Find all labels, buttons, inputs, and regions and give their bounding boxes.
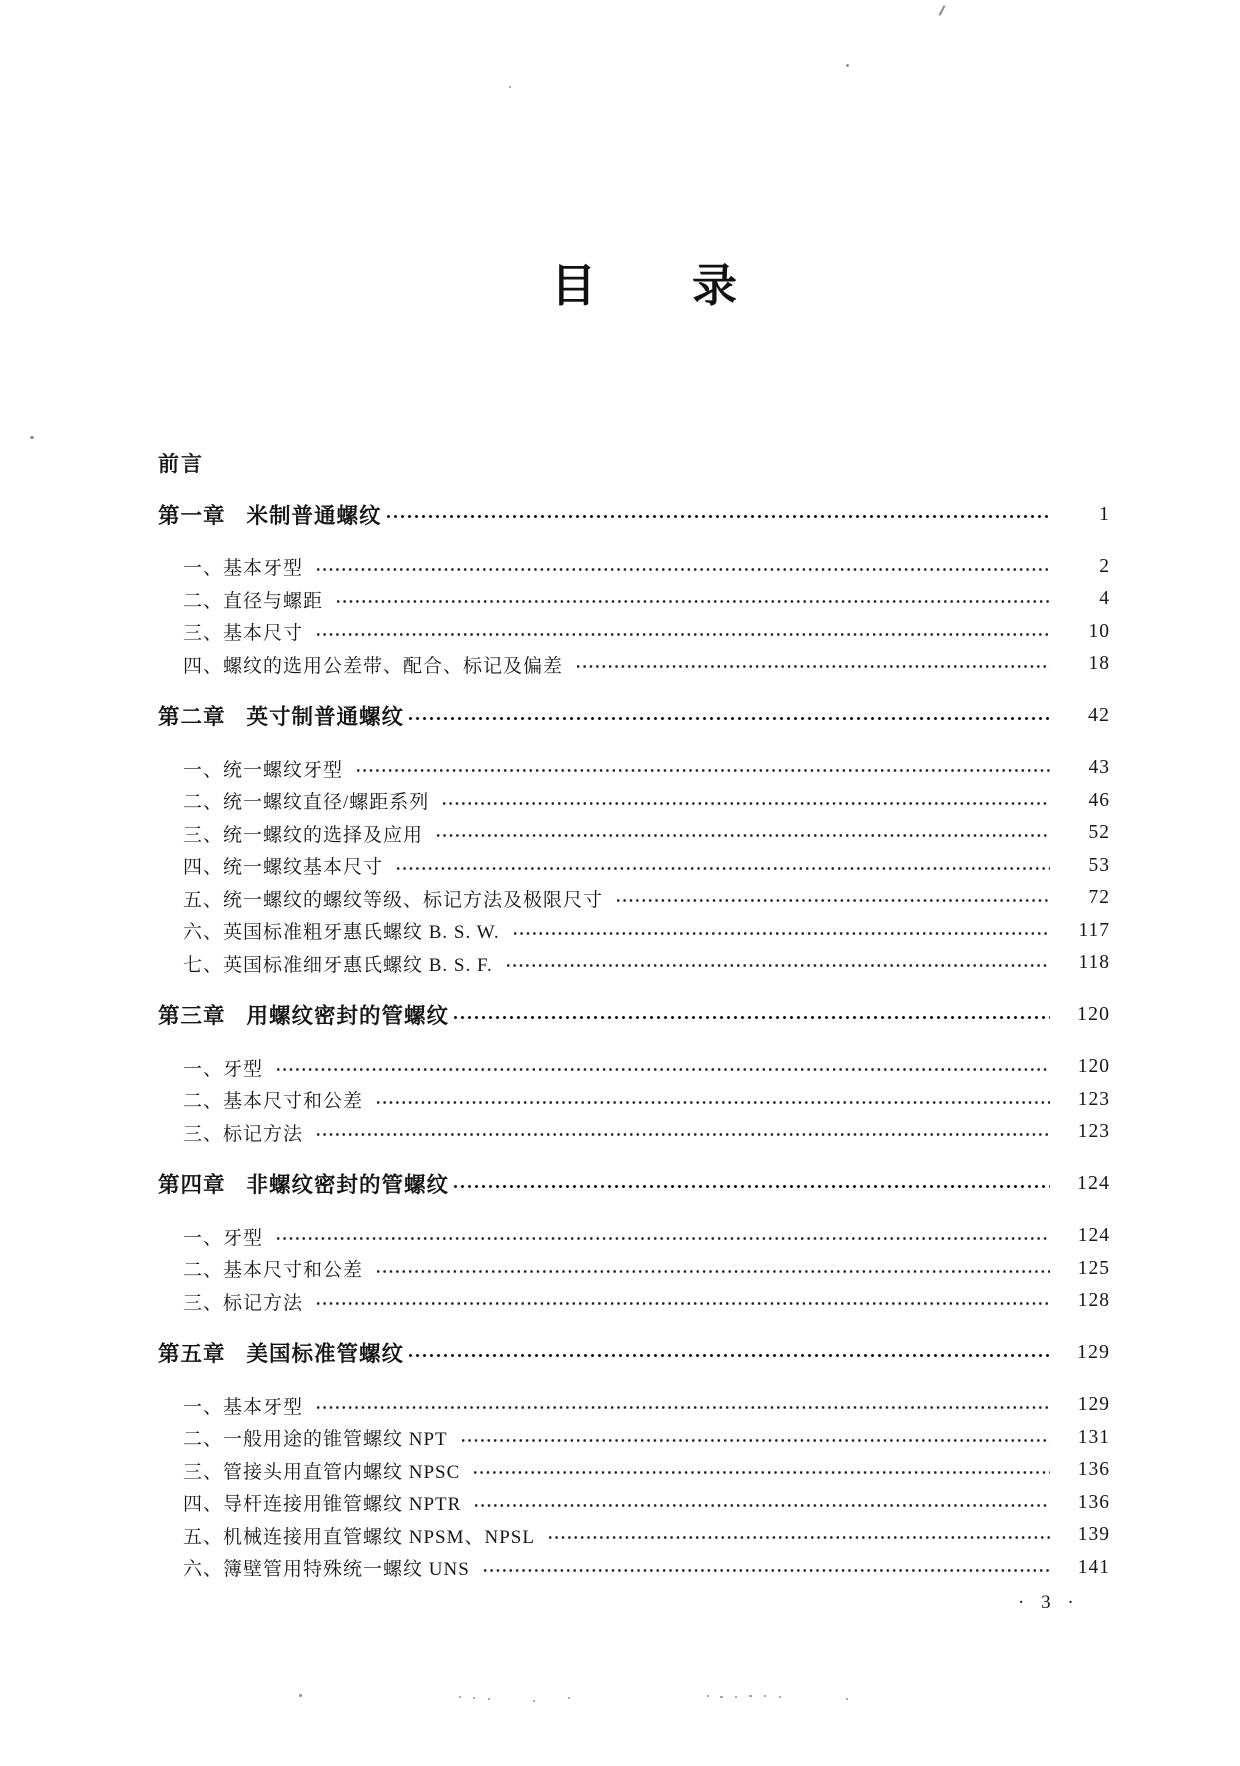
chapter-number: 第二章 — [158, 705, 226, 730]
entry-page-number: 125 — [1077, 1257, 1110, 1279]
dot-leader — [375, 1268, 1050, 1275]
entry-page-number: 52 — [1088, 822, 1110, 844]
entry-title: 米制普通螺纹 — [246, 503, 382, 528]
dot-leader — [395, 865, 1050, 872]
toc-entry — [158, 947, 1110, 980]
scan-speck — [779, 1696, 781, 1698]
toc-entry — [158, 915, 1110, 948]
dot-leader — [547, 1534, 1050, 1541]
toc-entry — [158, 1220, 1110, 1253]
chapter-number: 第三章 — [158, 1004, 226, 1029]
entry-title: 一、基本牙型 — [183, 558, 304, 580]
toc-entry — [158, 1051, 1110, 1084]
entry-page-number: 72 — [1088, 887, 1110, 909]
dot-leader — [315, 566, 1050, 573]
entry-title: 非螺纹密封的管螺纹 — [246, 1173, 450, 1198]
entry-page-number: 136 — [1077, 1491, 1110, 1513]
dot-leader — [505, 962, 1050, 969]
toc-entry — [158, 785, 1110, 818]
entry-page-number: 129 — [1077, 1341, 1110, 1364]
scan-speck — [939, 5, 946, 16]
dot-leader — [452, 1014, 1050, 1021]
chapter-number: 第四章 — [158, 1173, 226, 1198]
entry-title: 二、基本尺寸和公差 — [183, 1260, 364, 1282]
dot-leader — [441, 800, 1050, 807]
dot-leader — [452, 1183, 1050, 1190]
entry-page-number: 131 — [1077, 1426, 1110, 1448]
dot-leader — [355, 767, 1050, 774]
entry-title: 三、标记方法 — [183, 1123, 304, 1145]
dot-leader — [407, 1352, 1050, 1359]
entry-page-number: 46 — [1088, 789, 1110, 811]
entry-page-number: 118 — [1078, 952, 1110, 974]
toc-entry — [158, 1487, 1110, 1520]
toc-entry — [158, 551, 1110, 584]
dot-leader — [512, 930, 1050, 937]
entry-title: 四、螺纹的选用公差带、配合、标记及偏差 — [183, 655, 564, 677]
entry-title: 二、统一螺纹直径/螺距系列 — [183, 792, 430, 814]
scan-speck — [533, 1700, 535, 1702]
entry-title: 一、基本牙型 — [183, 1396, 304, 1418]
entry-title: 二、直径与螺距 — [183, 590, 324, 612]
entry-page-number: 124 — [1077, 1225, 1110, 1247]
toc-entry — [158, 1116, 1110, 1149]
entry-title: 三、管接头用直管内螺纹 NPSC — [183, 1461, 461, 1483]
entry-page-number: 123 — [1077, 1088, 1110, 1110]
entry-page-number: 129 — [1077, 1394, 1110, 1416]
entry-title: 五、机械连接用直管螺纹 NPSM、NPSL — [183, 1526, 535, 1548]
scan-speck — [473, 1697, 475, 1699]
toc-entry — [158, 999, 1110, 1032]
dot-leader — [385, 513, 1050, 520]
toc-entry — [158, 1253, 1110, 1286]
dot-leader — [315, 1300, 1050, 1307]
entry-title: 用螺纹密封的管螺纹 — [246, 1004, 450, 1029]
entry-page-number: 124 — [1077, 1172, 1110, 1195]
entry-page-number: 2 — [1099, 555, 1110, 577]
toc-entry — [158, 616, 1110, 649]
toc-entry — [158, 700, 1110, 733]
entry-title: 六、英国标准粗牙惠氏螺纹 B. S. W. — [183, 922, 500, 944]
table-of-contents — [158, 446, 1110, 1584]
dot-leader — [460, 1437, 1050, 1444]
dot-leader — [275, 1066, 1050, 1073]
scan-speck — [707, 1695, 709, 1697]
scan-speck — [459, 1696, 461, 1698]
scan-speck — [846, 64, 849, 67]
entry-page-number: 10 — [1088, 620, 1110, 642]
entry-title: 二、一般用途的锥管螺纹 NPT — [183, 1429, 448, 1451]
scan-speck — [720, 1696, 723, 1698]
toc-entry — [158, 882, 1110, 915]
toc-entry — [158, 850, 1110, 883]
entry-page-number: 43 — [1088, 757, 1110, 779]
entry-page-number: 53 — [1088, 854, 1110, 876]
dot-leader — [407, 715, 1050, 722]
toc-entry — [158, 583, 1110, 616]
entry-page-number: 120 — [1077, 1003, 1110, 1026]
toc-entry — [158, 1552, 1110, 1585]
entry-page-number: 139 — [1077, 1524, 1110, 1546]
entry-title: 一、统一螺纹牙型 — [183, 759, 344, 781]
toc-entry — [158, 648, 1110, 681]
entry-title: 四、导杆连接用锥管螺纹 NPTR — [183, 1494, 462, 1516]
toc-entry — [158, 752, 1110, 785]
dot-leader — [435, 832, 1050, 839]
entry-page-number: 123 — [1077, 1121, 1110, 1143]
chapter-number: 第一章 — [158, 503, 226, 528]
toc-entry — [158, 1337, 1110, 1370]
preface-entry: 前言 — [158, 451, 204, 476]
entry-title: 一、牙型 — [183, 1058, 264, 1080]
entry-title: 三、标记方法 — [183, 1292, 304, 1314]
dot-leader — [575, 663, 1050, 670]
page-title: 目录 — [551, 261, 834, 311]
scan-speck — [846, 1698, 848, 1700]
entry-title: 一、牙型 — [183, 1227, 264, 1249]
chapter-number: 第五章 — [158, 1342, 226, 1367]
entry-title: 七、英国标准细牙惠氏螺纹 B. S. F. — [183, 954, 493, 976]
entry-page-number: 117 — [1078, 919, 1110, 941]
scan-speck — [299, 1694, 302, 1697]
entry-title: 英寸制普通螺纹 — [246, 705, 405, 730]
scan-speck — [568, 1697, 570, 1699]
scan-speck — [749, 1695, 752, 1697]
entry-title: 二、基本尺寸和公差 — [183, 1091, 364, 1113]
scan-speck — [488, 1698, 490, 1700]
dot-leader — [375, 1099, 1050, 1106]
entry-page-number: 42 — [1088, 704, 1110, 727]
entry-title: 六、簿壁管用特殊统一螺纹 UNS — [183, 1559, 470, 1581]
dot-leader — [315, 1131, 1050, 1138]
entry-page-number: 141 — [1077, 1556, 1110, 1578]
toc-entry — [158, 1285, 1110, 1318]
entry-page-number: 128 — [1077, 1290, 1110, 1312]
toc-entry — [158, 1389, 1110, 1422]
entry-title: 三、统一螺纹的选择及应用 — [183, 824, 424, 846]
scan-speck — [735, 1696, 737, 1698]
toc-entry-list — [158, 498, 1110, 1584]
entry-title: 四、统一螺纹基本尺寸 — [183, 857, 384, 879]
dot-leader — [315, 1404, 1050, 1411]
entry-page-number: 120 — [1077, 1056, 1110, 1078]
dot-leader — [482, 1567, 1050, 1574]
dot-leader — [335, 598, 1050, 605]
dot-leader — [315, 631, 1050, 638]
dot-leader — [615, 897, 1050, 904]
entry-page-number: 4 — [1099, 588, 1110, 610]
dot-leader — [473, 1502, 1050, 1509]
toc-entry — [158, 1084, 1110, 1117]
toc-entry — [158, 1422, 1110, 1455]
entry-title: 美国标准管螺纹 — [246, 1342, 405, 1367]
scan-speck — [509, 86, 511, 88]
toc-entry — [158, 498, 1110, 531]
toc-entry — [158, 1519, 1110, 1552]
scan-speck — [764, 1695, 766, 1697]
dot-leader — [472, 1469, 1050, 1476]
entry-title: 三、基本尺寸 — [183, 623, 304, 645]
toc-entry — [158, 817, 1110, 850]
dot-leader — [275, 1235, 1050, 1242]
toc-entry — [158, 1454, 1110, 1487]
entry-page-number: 18 — [1088, 653, 1110, 675]
entry-page-number: 1 — [1099, 502, 1110, 525]
entry-page-number: 136 — [1077, 1459, 1110, 1481]
toc-entry — [158, 1168, 1110, 1201]
scan-speck — [30, 436, 34, 439]
entry-title: 五、统一螺纹的螺纹等级、标记方法及极限尺寸 — [183, 889, 604, 911]
page-footer-number: · 3 · — [1018, 1592, 1080, 1613]
